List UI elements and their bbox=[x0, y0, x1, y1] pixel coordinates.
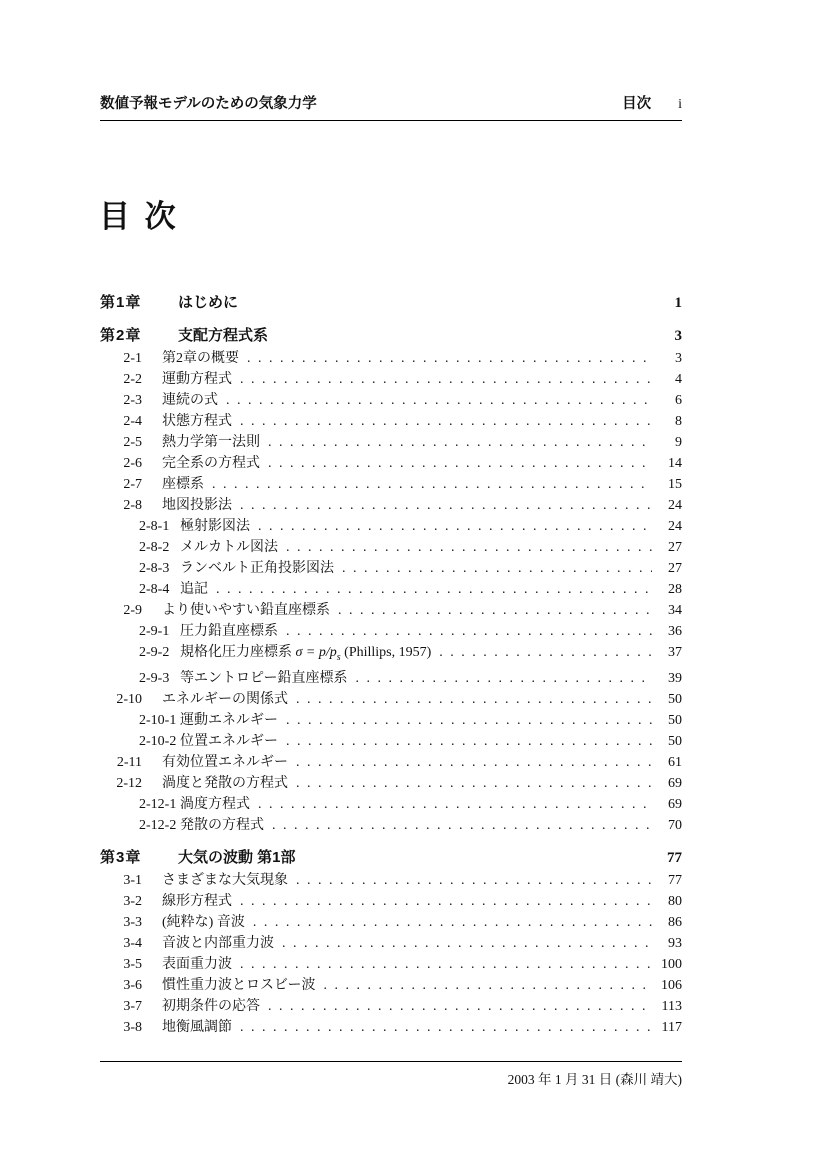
toc-entry-page: 24 bbox=[668, 498, 682, 513]
toc-chapter-entry bbox=[100, 847, 682, 869]
page-title: 目 次 bbox=[99, 199, 179, 234]
toc-entry-title: より使いやすい鉛直座標系 bbox=[162, 603, 330, 618]
math-subscript: s bbox=[336, 651, 341, 663]
toc-entry-page: 93 bbox=[668, 935, 682, 951]
toc-entry-title: 表面重力波 bbox=[162, 956, 232, 972]
toc-subsection-entry bbox=[100, 642, 682, 668]
toc-entry-number: 2-8-4 bbox=[139, 582, 170, 597]
toc-subsection-entry bbox=[100, 668, 682, 689]
dot-leader bbox=[218, 390, 652, 411]
dot-leader bbox=[278, 537, 652, 558]
toc-section-entry bbox=[100, 870, 682, 891]
toc-subsection-entry bbox=[100, 815, 682, 836]
toc-entry-number: 2-8-1 bbox=[139, 519, 170, 534]
math-expression: σ = p/p bbox=[295, 645, 337, 660]
toc-section-entry bbox=[100, 495, 682, 516]
toc-entry-page: 9 bbox=[675, 435, 682, 450]
dot-leader bbox=[288, 773, 652, 794]
toc-entry-page: 27 bbox=[668, 561, 682, 576]
toc-entry-number: 2-5 bbox=[123, 435, 142, 450]
toc-entry-title: 発散の方程式 bbox=[180, 817, 264, 833]
toc-entry-number: 2-4 bbox=[123, 414, 142, 429]
toc-entry-title: 地衡風調節 bbox=[162, 1019, 232, 1035]
toc-entry-page: 113 bbox=[661, 998, 682, 1014]
toc-entry-page: 15 bbox=[668, 477, 682, 492]
footer-date-author: 2003 年 1 月 31 日 (森川 靖大) bbox=[507, 1072, 682, 1087]
toc-section-entry bbox=[100, 453, 682, 474]
toc-entry-title: 追記 bbox=[180, 582, 208, 597]
dot-leader bbox=[288, 870, 652, 891]
toc-section-entry bbox=[100, 600, 682, 621]
toc-entry-title: 運動エネルギー bbox=[180, 712, 278, 728]
page-footer bbox=[100, 1061, 682, 1088]
toc-entry-page: 61 bbox=[668, 754, 682, 770]
toc-entry-number: 第1章 bbox=[100, 294, 142, 311]
toc-entry-number: 3-8 bbox=[123, 1019, 142, 1035]
toc-entry-page: 50 bbox=[668, 733, 682, 749]
toc-entry-title: 完全系の方程式 bbox=[162, 456, 260, 471]
toc-entry-page: 14 bbox=[668, 456, 682, 471]
toc-section-entry bbox=[100, 348, 682, 369]
toc-section-entry bbox=[100, 891, 682, 912]
toc-entry-number: 2-8 bbox=[123, 498, 142, 513]
dot-leader bbox=[278, 710, 652, 731]
running-header-page-number: i bbox=[678, 97, 682, 112]
toc-entry-title: 地図投影法 bbox=[162, 498, 232, 513]
dot-leader bbox=[250, 516, 652, 537]
toc-entry-number: 3-3 bbox=[123, 914, 142, 930]
toc-entry-number: 2-6 bbox=[123, 456, 142, 471]
toc-subsection-entry bbox=[100, 621, 682, 642]
toc-entry-page: 27 bbox=[668, 540, 682, 555]
running-header-title: 数値予報モデルのための気象力学 bbox=[100, 96, 317, 112]
toc-entry-title: はじめに bbox=[178, 294, 239, 311]
toc-entry-page: 4 bbox=[675, 372, 682, 387]
toc-entry-title: (純粋な) 音波 bbox=[162, 914, 245, 930]
dot-leader bbox=[347, 668, 652, 689]
toc-entry-page: 77 bbox=[667, 849, 682, 866]
toc-entry-number: 2-10 bbox=[116, 691, 142, 707]
toc-entry-number: 2-11 bbox=[116, 754, 142, 770]
toc-entry-title: 慣性重力波とロスビー波 bbox=[162, 977, 316, 993]
toc-section-entry bbox=[100, 975, 682, 996]
toc-entry-title: さまざまな大気現象 bbox=[162, 872, 288, 888]
toc-entry-page: 37 bbox=[668, 645, 682, 660]
toc-entry-page: 36 bbox=[668, 624, 682, 639]
toc-section-entry bbox=[100, 996, 682, 1017]
toc-entry-title: 有効位置エネルギー bbox=[162, 754, 288, 770]
toc-entry-page: 1 bbox=[674, 295, 682, 311]
toc-section-entry bbox=[100, 689, 682, 710]
toc-subsection-entry bbox=[100, 516, 682, 537]
toc-entry-title: メルカトル図法 bbox=[180, 540, 278, 555]
toc-entry-page: 80 bbox=[668, 893, 682, 909]
dot-leader bbox=[232, 495, 652, 516]
dot-leader bbox=[288, 752, 652, 773]
dot-leader bbox=[260, 996, 652, 1017]
running-header-section: 目次 bbox=[622, 96, 652, 112]
toc-section-entry bbox=[100, 773, 682, 794]
toc-entry-number: 2-1 bbox=[123, 351, 142, 366]
toc-entry-number: 2-7 bbox=[123, 477, 142, 492]
toc-entry-title: 渦度と発散の方程式 bbox=[162, 775, 288, 791]
toc-subsection-entry bbox=[100, 558, 682, 579]
dot-leader bbox=[232, 954, 652, 975]
dot-leader bbox=[431, 642, 652, 663]
toc-entry-title: 状態方程式 bbox=[162, 414, 232, 429]
toc-entry-page: 86 bbox=[668, 914, 682, 930]
toc-entry-title: 第2章の概要 bbox=[162, 351, 239, 366]
toc-entry-title: 連続の式 bbox=[162, 393, 218, 408]
toc-entry-page: 106 bbox=[661, 977, 682, 993]
toc-entry-number: 2-8-2 bbox=[139, 540, 170, 555]
toc-entry-title: 等エントロピー鉛直座標系 bbox=[180, 670, 348, 686]
toc-entry-number: 2-2 bbox=[123, 372, 142, 387]
toc-entry-number: 3-5 bbox=[123, 956, 142, 972]
dot-leader bbox=[250, 794, 652, 815]
toc-entry-title: 大気の波動 第1部 bbox=[178, 848, 296, 866]
toc-entry-number: 3-7 bbox=[123, 998, 142, 1014]
dot-leader bbox=[232, 369, 652, 390]
toc-entry-number: 2-3 bbox=[123, 393, 142, 408]
toc-entry-number: 2-12 bbox=[116, 775, 142, 791]
toc-entry-page: 3 bbox=[675, 351, 682, 366]
dot-leader bbox=[239, 348, 652, 369]
dot-leader bbox=[264, 815, 652, 836]
toc-entry-title: 音波と内部重力波 bbox=[162, 935, 274, 951]
toc-entry-title: 規格化圧力座標系 $\sigma = p/p_s$ (Phillips, 1957) bbox=[180, 645, 432, 663]
toc-entry-page: 6 bbox=[675, 393, 682, 408]
toc-entry-page: 69 bbox=[668, 775, 682, 791]
toc-chapter-entry bbox=[100, 292, 682, 314]
dot-leader bbox=[278, 731, 652, 752]
toc-entry-page: 8 bbox=[675, 414, 682, 429]
toc-entry-number: 2-10-2 bbox=[139, 733, 177, 749]
toc-entry-page: 70 bbox=[668, 817, 682, 833]
toc-entry-number: 2-10-1 bbox=[139, 712, 177, 728]
dot-leader bbox=[260, 453, 652, 474]
dot-leader bbox=[232, 891, 652, 912]
toc-section-entry bbox=[100, 390, 682, 411]
toc-section-entry bbox=[100, 912, 682, 933]
toc-entry-title: エネルギーの関係式 bbox=[162, 691, 288, 707]
toc-entry-page: 50 bbox=[668, 691, 682, 707]
toc-subsection-entry bbox=[100, 794, 682, 815]
dot-leader bbox=[208, 579, 652, 600]
toc-entry-number: 2-8-3 bbox=[139, 561, 170, 576]
toc-entry-number: 3-6 bbox=[123, 977, 142, 993]
toc-entry-title: 初期条件の応答 bbox=[162, 998, 260, 1014]
dot-leader bbox=[334, 558, 652, 579]
toc-entry-title: 渦度方程式 bbox=[180, 796, 250, 812]
toc-entry-title: 線形方程式 bbox=[162, 893, 232, 909]
toc-subsection-entry bbox=[100, 579, 682, 600]
toc-entry-number: 2-9 bbox=[123, 603, 142, 618]
toc-entry-number: 2-9-3 bbox=[139, 670, 170, 686]
dot-leader bbox=[260, 432, 652, 453]
toc-section-entry bbox=[100, 474, 682, 495]
toc-section-entry bbox=[100, 933, 682, 954]
toc-subsection-entry bbox=[100, 537, 682, 558]
toc-entry-title: 圧力鉛直座標系 bbox=[180, 624, 278, 639]
toc-chapter-entry bbox=[100, 325, 682, 347]
toc-entry-number: 2-9-2 bbox=[139, 645, 170, 660]
toc-entry-number: 3-2 bbox=[123, 893, 142, 909]
toc-entry-title: 座標系 bbox=[162, 477, 204, 492]
toc-subsection-entry bbox=[100, 710, 682, 731]
dot-leader bbox=[274, 933, 652, 954]
dot-leader bbox=[330, 600, 652, 621]
toc-entry-page: 24 bbox=[668, 519, 682, 534]
dot-leader bbox=[315, 975, 652, 996]
toc-entry-page: 3 bbox=[674, 328, 682, 344]
toc-entry-title: ランベルト正角投影図法 bbox=[180, 561, 334, 576]
toc-entry-number: 第3章 bbox=[100, 848, 142, 866]
toc-entry-title: 位置エネルギー bbox=[180, 733, 278, 749]
toc-entry-page: 39 bbox=[668, 670, 682, 686]
toc-subsection-entry bbox=[100, 731, 682, 752]
toc-section-entry bbox=[100, 411, 682, 432]
toc-section-entry bbox=[100, 752, 682, 773]
table-of-contents bbox=[100, 292, 682, 1038]
toc-entry-number: 2-9-1 bbox=[139, 624, 170, 639]
dot-leader bbox=[204, 474, 652, 495]
toc-entry-number: 3-1 bbox=[123, 872, 142, 888]
toc-section-entry bbox=[100, 954, 682, 975]
toc-entry-number: 2-12-2 bbox=[139, 817, 177, 833]
toc-entry-page: 69 bbox=[668, 796, 682, 812]
toc-section-entry bbox=[100, 369, 682, 390]
dot-leader bbox=[278, 621, 652, 642]
dot-leader bbox=[232, 411, 652, 432]
toc-entry-page: 100 bbox=[661, 956, 682, 972]
dot-leader bbox=[245, 912, 652, 933]
toc-entry-title: 熱力学第一法則 bbox=[162, 435, 260, 450]
toc-entry-page: 117 bbox=[661, 1019, 682, 1035]
dot-leader bbox=[232, 1017, 652, 1038]
running-header bbox=[100, 92, 682, 121]
toc-entry-number: 第2章 bbox=[100, 327, 142, 344]
toc-entry-number: 3-4 bbox=[123, 935, 142, 951]
toc-entry-title: 運動方程式 bbox=[162, 372, 232, 387]
toc-entry-title: 支配方程式系 bbox=[178, 327, 269, 344]
toc-entry-page: 77 bbox=[668, 872, 682, 888]
toc-entry-page: 28 bbox=[668, 582, 682, 597]
toc-section-entry bbox=[100, 1017, 682, 1038]
toc-entry-page: 34 bbox=[668, 603, 682, 618]
toc-section-entry bbox=[100, 432, 682, 453]
toc-entry-number: 2-12-1 bbox=[139, 796, 177, 812]
toc-entry-page: 50 bbox=[668, 712, 682, 728]
toc-entry-title: 極射影図法 bbox=[180, 519, 250, 534]
dot-leader bbox=[288, 689, 652, 710]
